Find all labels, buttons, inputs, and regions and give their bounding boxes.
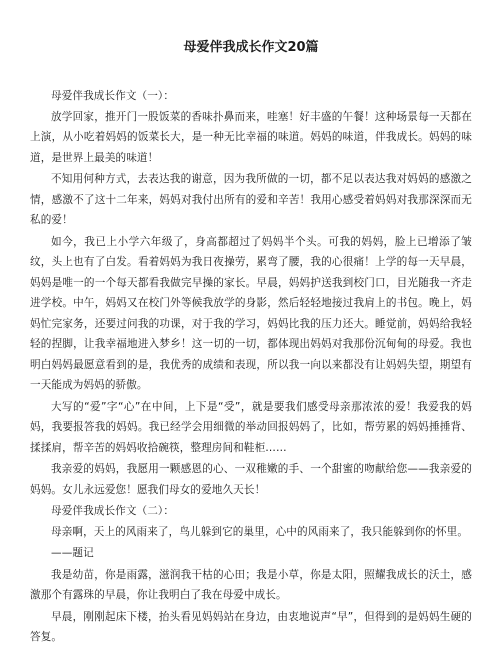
paragraph: 如今，我已上小学六年级了，身高都超过了妈妈半个头。可我的妈妈，脸上已增添了皱纹，头上也有了白发。看着妈妈为我日夜操劳，累弯了腰，我的心很痛！上学的每一天早晨，妈妈是唯一的一个每天都看我做完早操的家长。早晨，妈妈护送我到校门口，目光随我一齐走进学校。中午，妈妈又在校门外等候我放学的身影，然后轻轻地接过我肩上的书包。晚上，妈妈忙完家务，还要过问我的功课，对于我的学习，妈妈比我的压力还大。睡觉前，妈妈给我轻轻的捏脚，让我幸福地进入梦乡！这一切的一切，都体现出妈妈对我那份沉甸甸的母爱。我也明白妈妈最愿意看到的是，我优秀的成绩和表现，所以我一向以来都没有让妈妈失望，期望有一天能成为妈妈的骄傲。 [30, 235, 472, 391]
paragraph: 放学回家，推开门一股饭菜的香味扑鼻而来，哇塞！好丰盛的午餐！这种场景每一天都在上演，从小吃着妈妈的饭菜长大，是一种无比幸福的味道。妈妈的味道，伴我成长。妈妈的味道，是世界上最美的味道！ [30, 110, 472, 164]
paragraph: 我亲爱的妈妈，我愿用一颗感恩的心、一双稚嫩的手、一个甜蜜的吻献给您——我亲爱的妈妈。女儿永远爱您！愿我们母女的爱地久天长！ [30, 463, 472, 496]
document-title: 母爱伴我成长作文20篇 [183, 40, 319, 55]
section-heading-1: 母爱伴我成长作文（一）： [51, 90, 175, 102]
paragraph: 母亲啊，天上的风雨来了，鸟儿躲到它的巢里，心中的风雨来了，我只能躲到你的怀里。 [51, 525, 469, 538]
paragraph: 早晨，刚刚起床下楼，抬头看见妈妈站在身边，由衷地说声“早”，但得到的是妈妈生硬的答复。 [30, 610, 472, 643]
section-heading-2: 母爱伴我成长作文（二）： [51, 505, 175, 517]
epigraph-label: ——题记 [51, 547, 94, 559]
paragraph: 大写的“爱”字“心”在中间，上下是“受”，就是要我们感受母亲那浓浓的爱！我爱我的妈妈，我要报答我的妈妈。我已经学会用细微的举动回报妈妈了，比如，帮劳累的妈妈捶捶背、揉揉肩，帮辛苦的妈妈收拾碗筷，整理房间和鞋柜…… [30, 400, 472, 454]
paragraph: 我是幼苗，你是雨露，滋润我干枯的心田；我是小草，你是太阳，照耀我成长的沃土，感激那个有露珠的早晨，你让我明白了我在母爱中成长。 [30, 568, 472, 601]
paragraph: 不知用何种方式，去表达我的谢意，因为我所做的一切，都不足以表达我对妈妈的感激之情，感激不了这十二年来，妈妈对我付出所有的爱和辛苦！我用心感受着妈妈对我那深深而无私的爱！ [30, 173, 472, 226]
